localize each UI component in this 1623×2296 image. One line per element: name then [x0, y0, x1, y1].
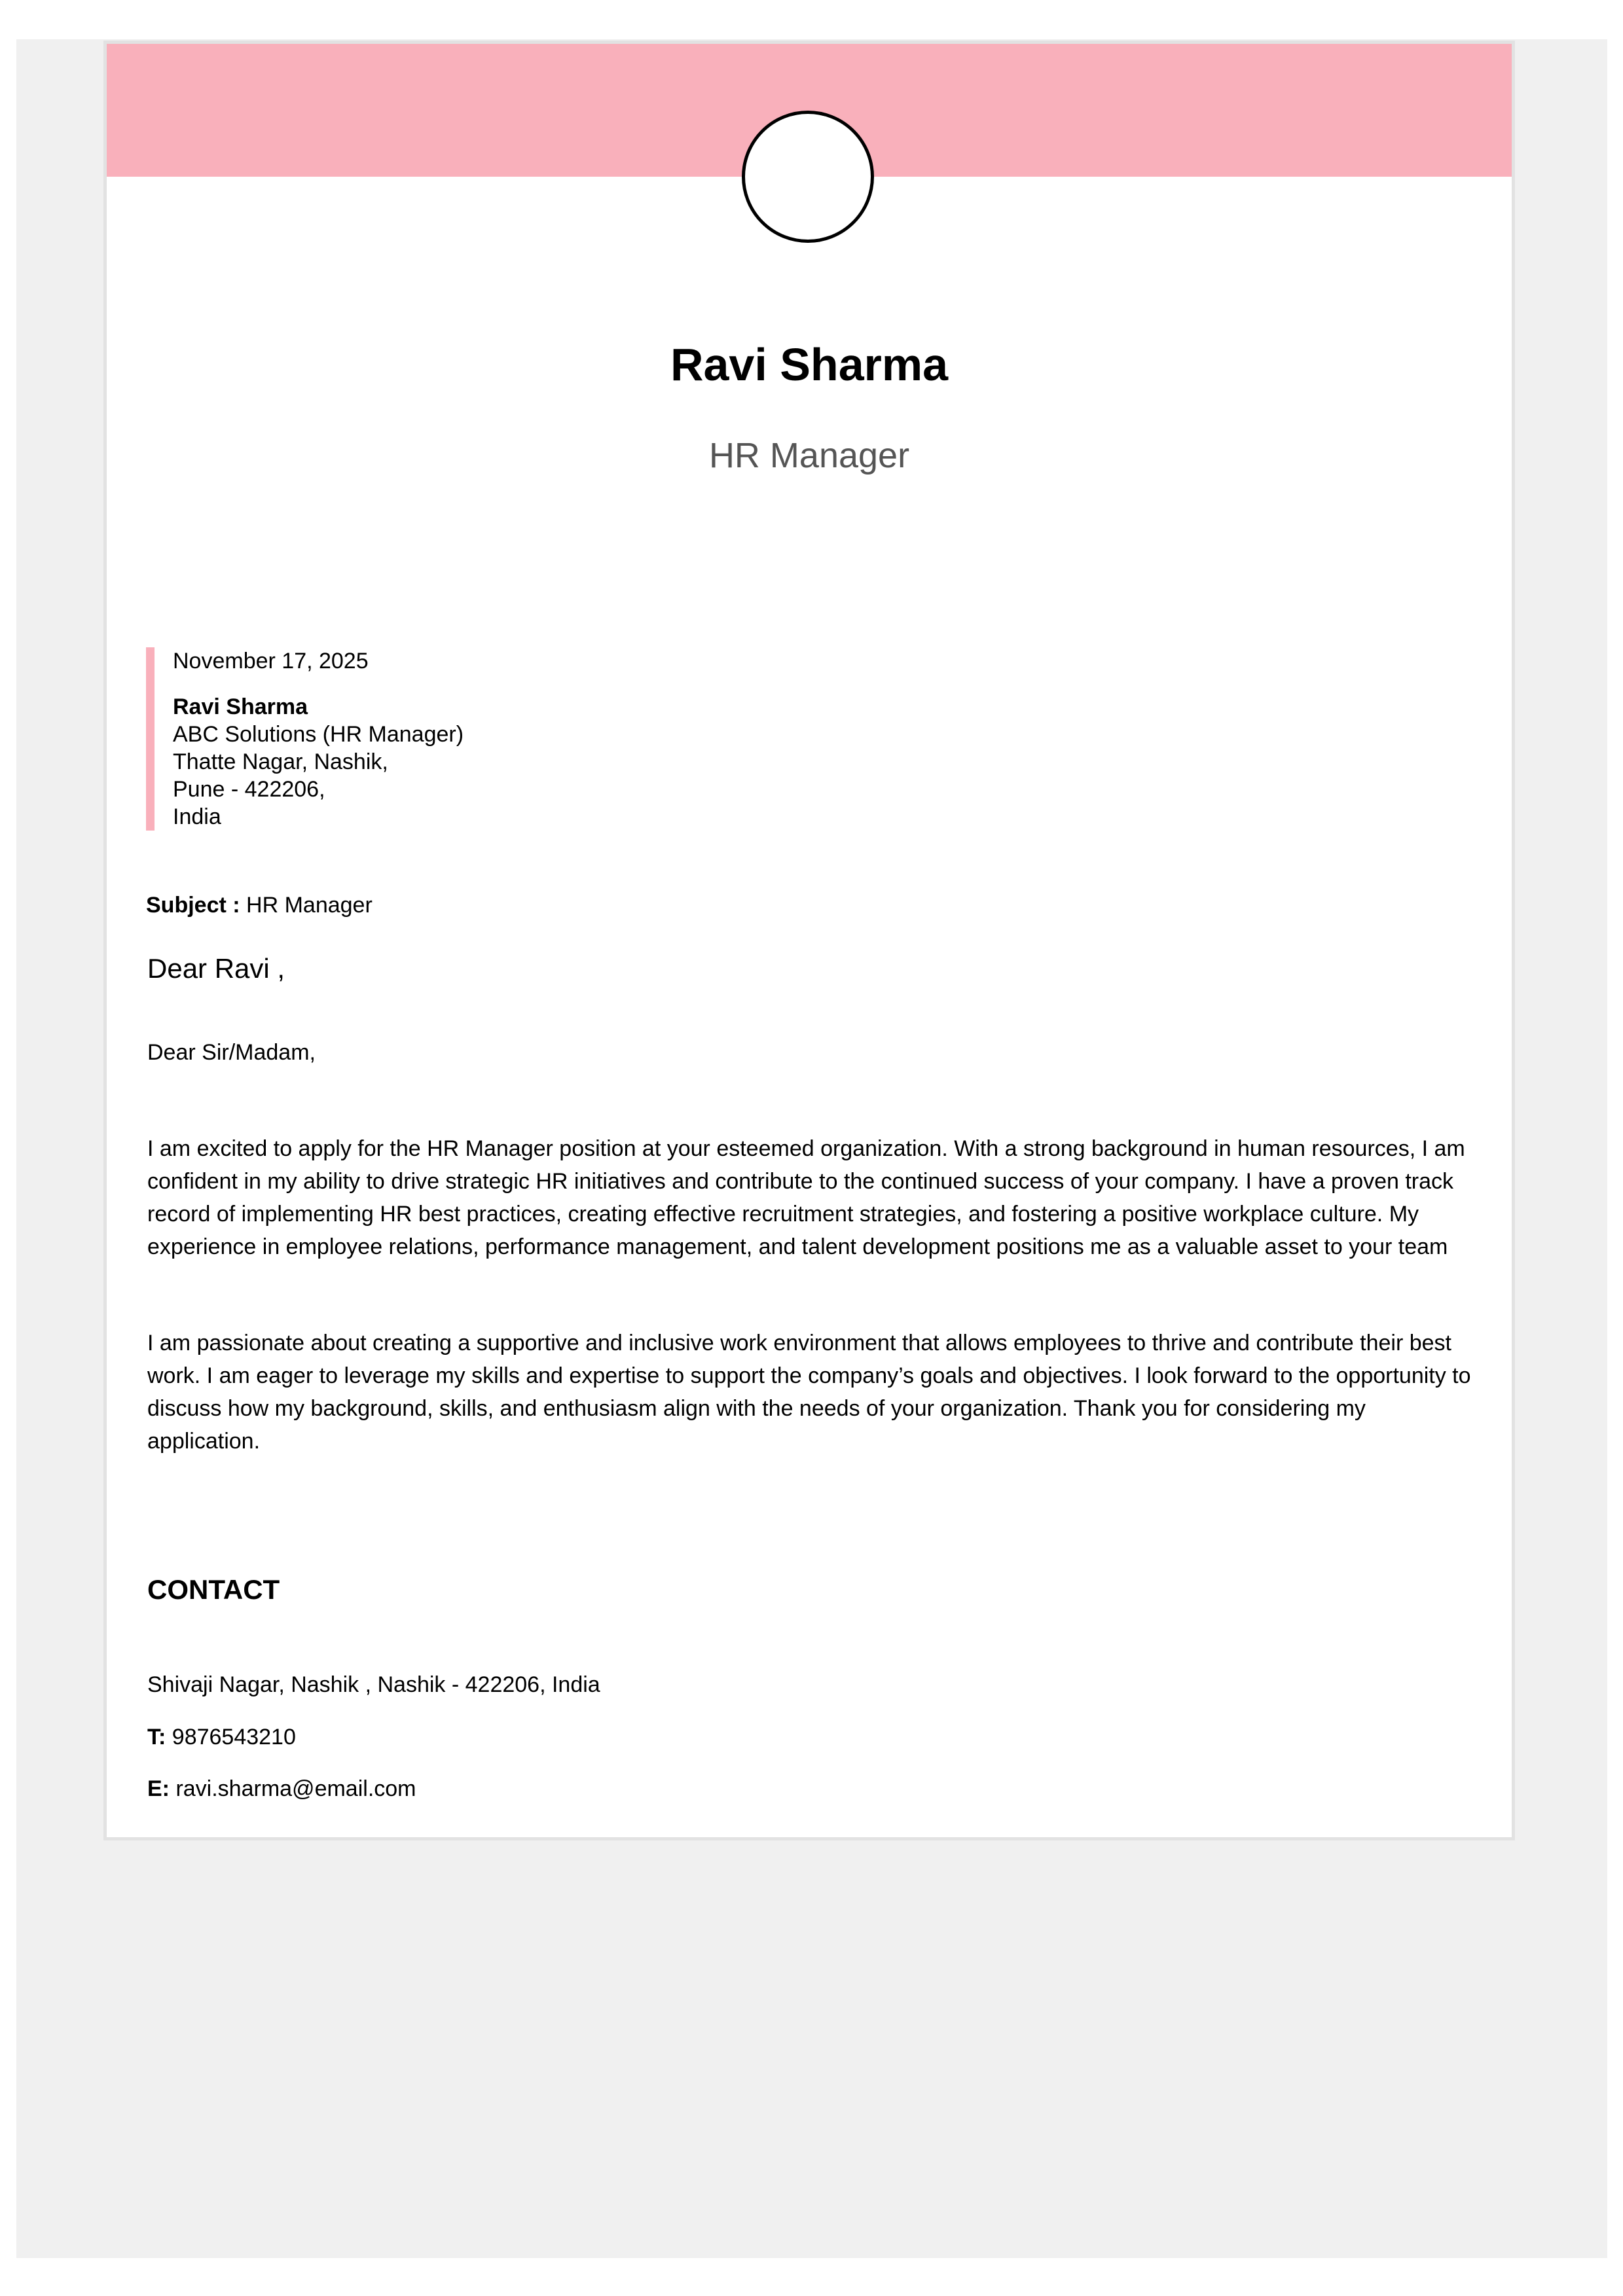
recipient-company: ABC Solutions (HR Manager) [173, 722, 464, 747]
letter-date: November 17, 2025 [173, 649, 369, 673]
applicant-job-title: HR Manager [708, 436, 910, 475]
recipient-name: Ravi Sharma [173, 694, 308, 719]
phone-number: 9876543210 [172, 1725, 296, 1749]
salutation: Dear Sir/Madam, [147, 1040, 316, 1065]
applicant-name: Ravi Sharma [670, 339, 949, 390]
greeting: Dear Ravi , [147, 953, 285, 984]
recipient-country: India [173, 804, 221, 829]
body-paragraph-1: I am excited to apply for the HR Manager position at your esteemed organization. With a strong background in human resources, I am confident in my ability to drive strategic HR initiatives and contribute to the continued success of your company. I have a proven track record of implementing HR best practices, creating effective recruitment strategies, and fostering a positive workplace culture. My experience in employee relations, performance management, and talent development positions me as a valuable asset to your team [147, 1136, 1465, 1259]
subject-value: HR Manager [246, 893, 373, 918]
recipient-address-block [146, 647, 464, 831]
subject-line [146, 891, 373, 919]
email-label: E: [147, 1776, 170, 1801]
contact-email [147, 1775, 416, 1803]
body-paragraph-2: I am passionate about creating a supportive and inclusive work environment that allows employees to thrive and contribute their best work. I am eager to leverage my skills and expertise to support the company’s goals and objectives. I look forward to the opportunity to discuss how my background, skills, and enthusiasm align with the needs of your organization. Thank you for considering my application. [147, 1331, 1471, 1454]
phone-label: T: [147, 1725, 166, 1749]
recipient-city: Pune - 422206, [173, 777, 325, 802]
subject-label: Subject : [146, 893, 240, 918]
recipient-street: Thatte Nagar, Nashik, [173, 749, 388, 774]
contact-phone [147, 1723, 296, 1751]
contact-heading: CONTACT [147, 1574, 280, 1605]
email-address[interactable]: ravi.sharma@email.com [175, 1776, 416, 1801]
contact-address: Shivaji Nagar, Nashik , Nashik - 422206, India [147, 1672, 600, 1697]
cover-letter-sheet [103, 41, 1515, 1840]
avatar-circle-icon [742, 111, 874, 243]
